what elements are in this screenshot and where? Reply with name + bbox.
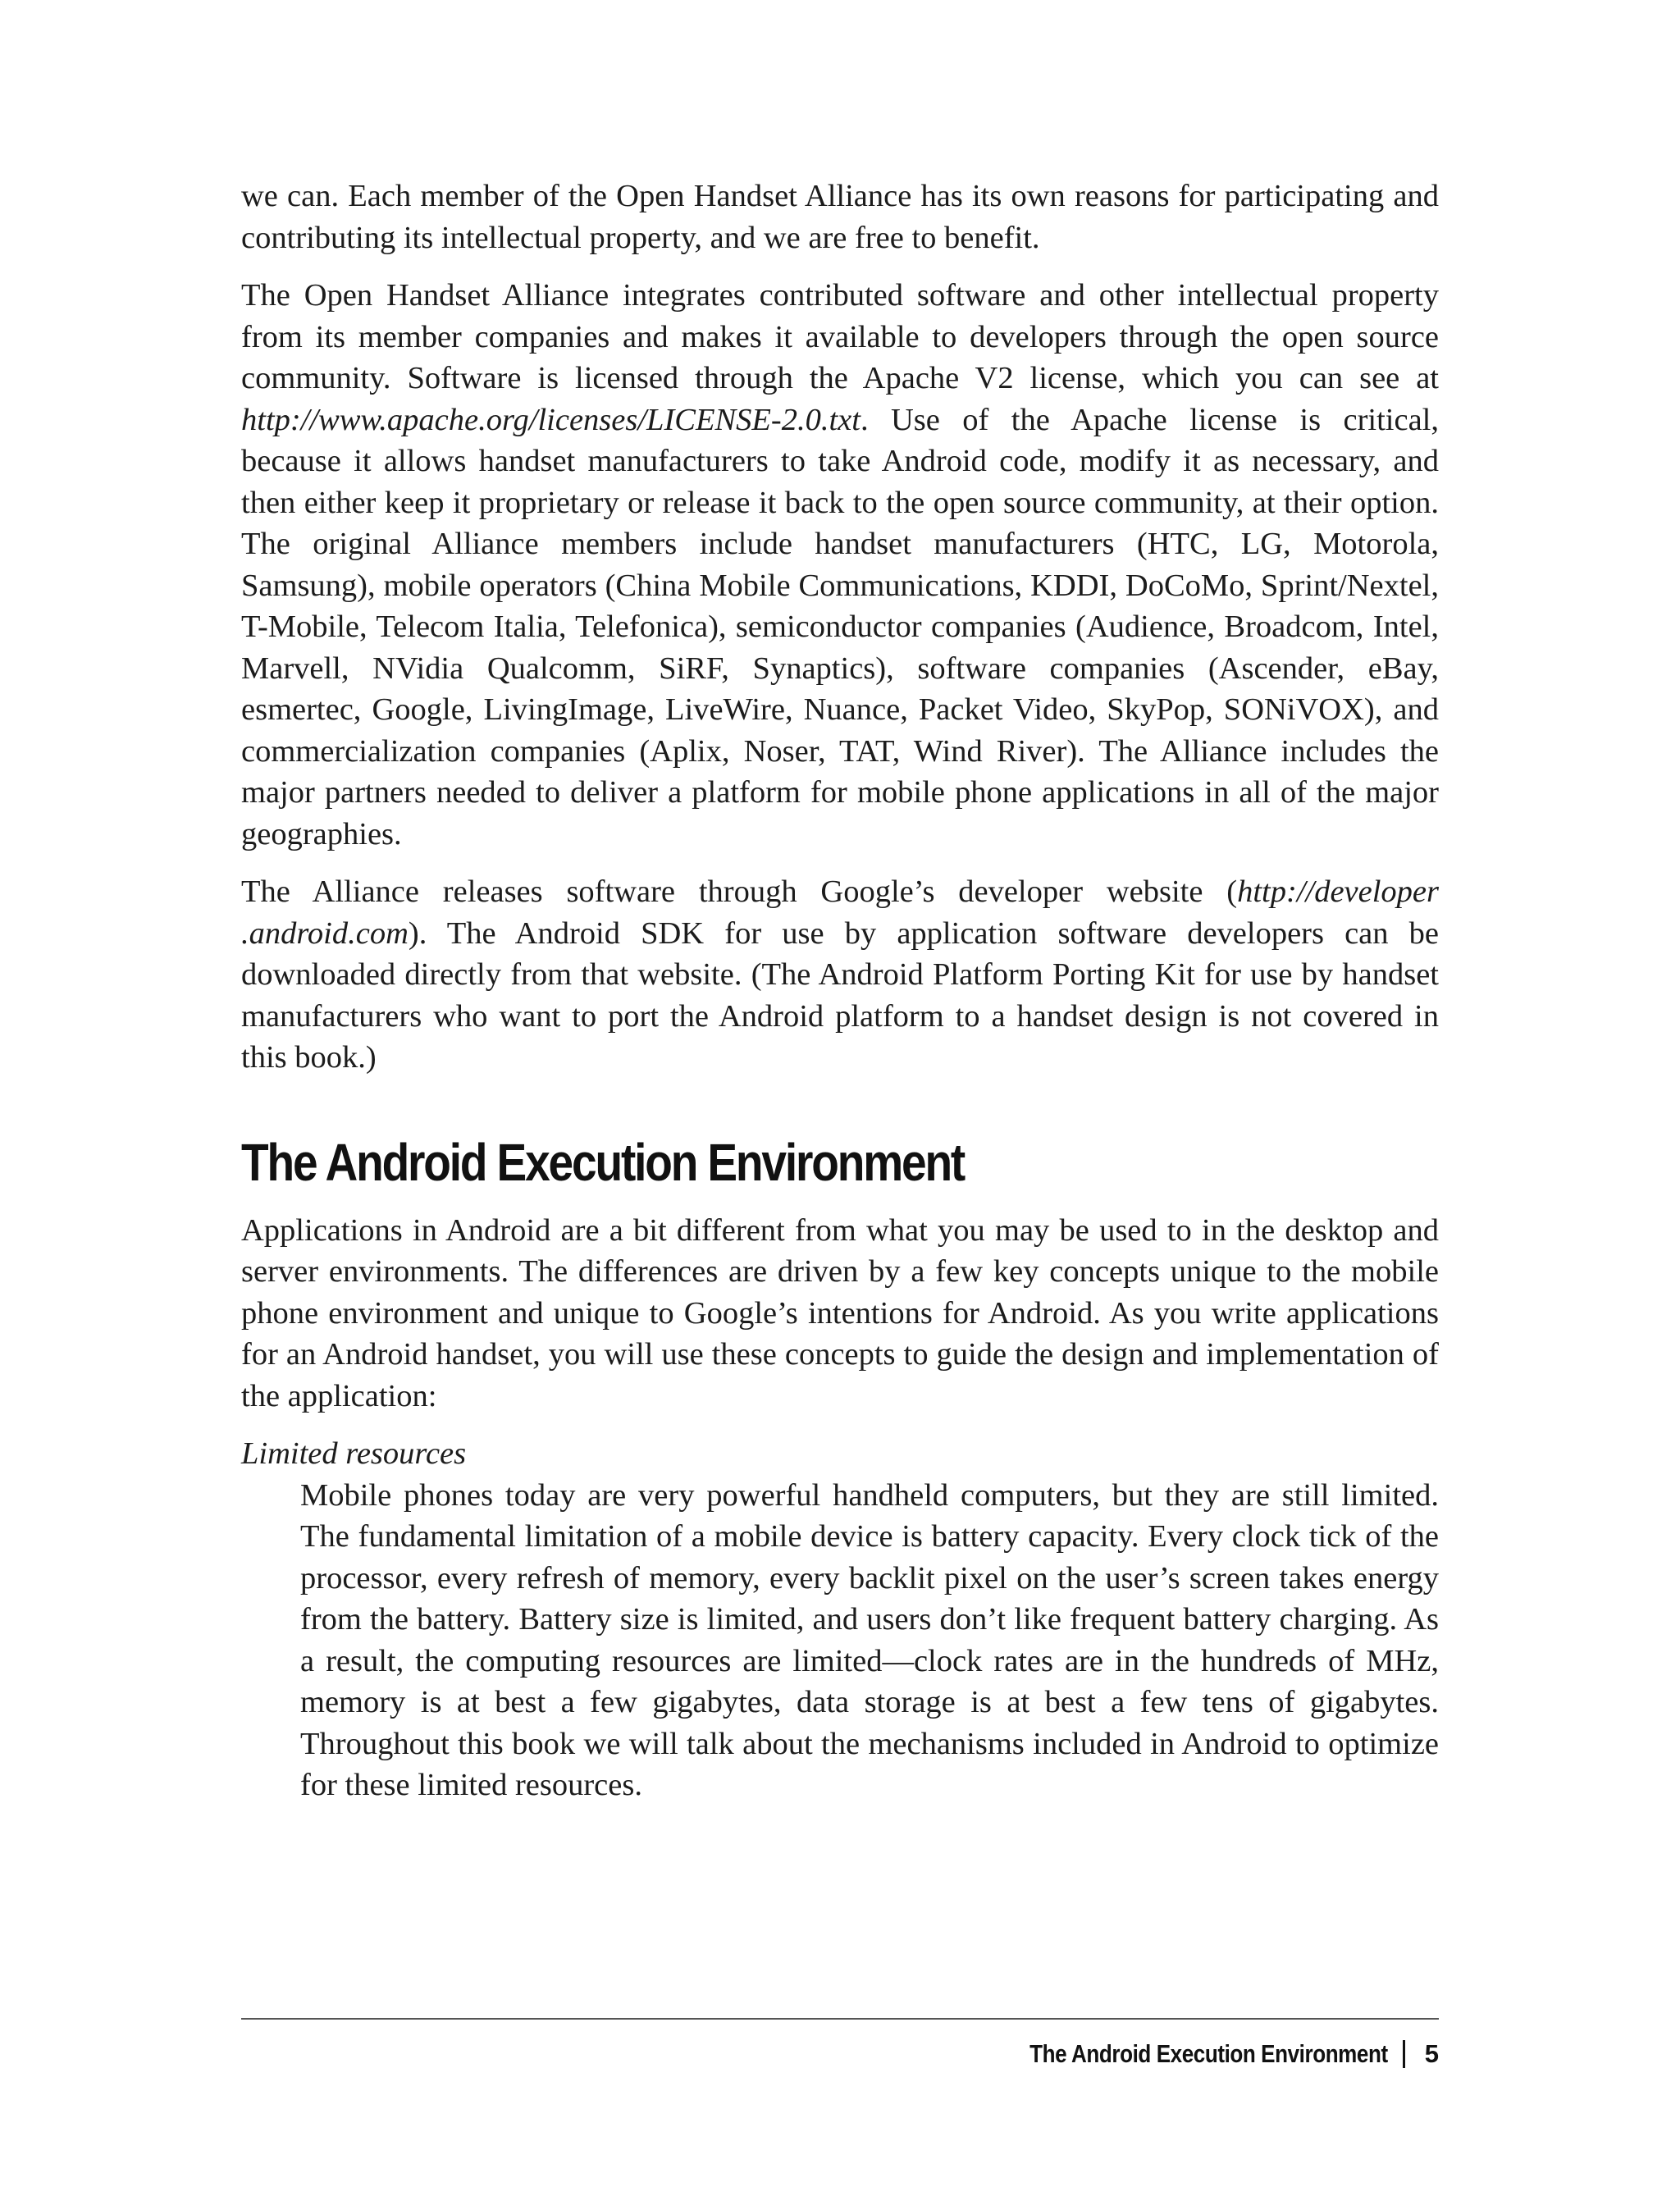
running-title: The Android Execution Environment — [1029, 2039, 1388, 2068]
definition-body: Mobile phones today are very powerful handheld computers, but they are still limited. The fundamental limitation of a mobile device is battery capacity. Every clock tick of the processor, every refresh of memory, every backlit pixel on the user’s screen takes energy from the battery. Battery size is limited, and users don’t like frequent battery charging. As a result, the computing resources are limited—clock rates are in the hundreds of MHz, memory is at best a few gigabytes, data storage is at best a few tens of gigabytes. Throughout this book we will talk about the mechanisms included in Android to optimize for these limited resources. — [300, 1477, 1439, 1802]
footer-divider — [241, 2018, 1439, 2020]
paragraph-text: ). The Android SDK for use by application software developers can be downloaded directly from that website. (The Android Platform Porting Kit for use by handset manufacturers who want to port the Android platform to a handset design is not covered in this book.) — [241, 915, 1439, 1075]
page-footer — [961, 2039, 1439, 2069]
footer-separator — [1403, 2040, 1405, 2068]
section-heading: The Android Execution Environment — [241, 1132, 965, 1192]
paragraph-text: The Alliance releases software through Google’s developer website ( — [241, 874, 1238, 909]
paragraph-text: The Open Handset Alliance integrates contributed software and other intellectual property from its member companies and makes it available to developers through the open source community. Software is licensed through the Apache V2 license, which you can see at — [241, 278, 1439, 395]
section-intro-paragraph: Applications in Android are a bit different from what you may be used to in the desktop and server environments. The differences are driven by a few key concepts unique to the mobile phone environment and unique to Google’s intentions for Android. As you write applications for an Android handset, you will use these concepts to guide the design and implementation of the application: — [241, 1212, 1439, 1413]
definition-term: Limited resources — [241, 1436, 467, 1471]
paragraph-alliance-reasons: we can. Each member of the Open Handset Alliance has its own reasons for participating and contributing its intellectual property, and we are free to benefit. — [241, 179, 1439, 255]
apache-license-link[interactable]: http://www.apache.org/licenses/LICENSE-2.0.txt — [241, 402, 861, 437]
paragraph-text: . Use of the Apache license is critical, because it allows handset manufacturers to take Android code, modify it as necessary, and then either keep it proprietary or release it back to the open source community, at their option. The original Alliance members include handset manufacturers (HTC, LG, Motorola, Samsung), mobile operators (China Mobile Communications, KDDI, DoCoMo, Sprint/Nextel, T-Mobile, Telecom Italia, Telefonica), semiconductor companies (Audience, Broadcom, Intel, Marvell, NVidia Qualcomm, SiRF, Synaptics), software companies (Ascender, eBay, esmertec, Google, LivingImage, LiveWire, Nuance, Packet Video, SkyPop, SONiVOX), and commercialization companies (Aplix, Noser, TAT, Wind River). The Alliance includes the major partners needed to deliver a platform for mobile phone applications in all of the major geographies. — [241, 402, 1439, 851]
page-number: 5 — [1424, 2039, 1439, 2068]
developer-site-link[interactable]: http://developer .android.com — [241, 874, 1439, 951]
page-body — [241, 176, 1439, 1806]
paragraph-alliance-licensing — [241, 275, 1439, 855]
paragraph-alliance-releases — [241, 871, 1439, 1079]
